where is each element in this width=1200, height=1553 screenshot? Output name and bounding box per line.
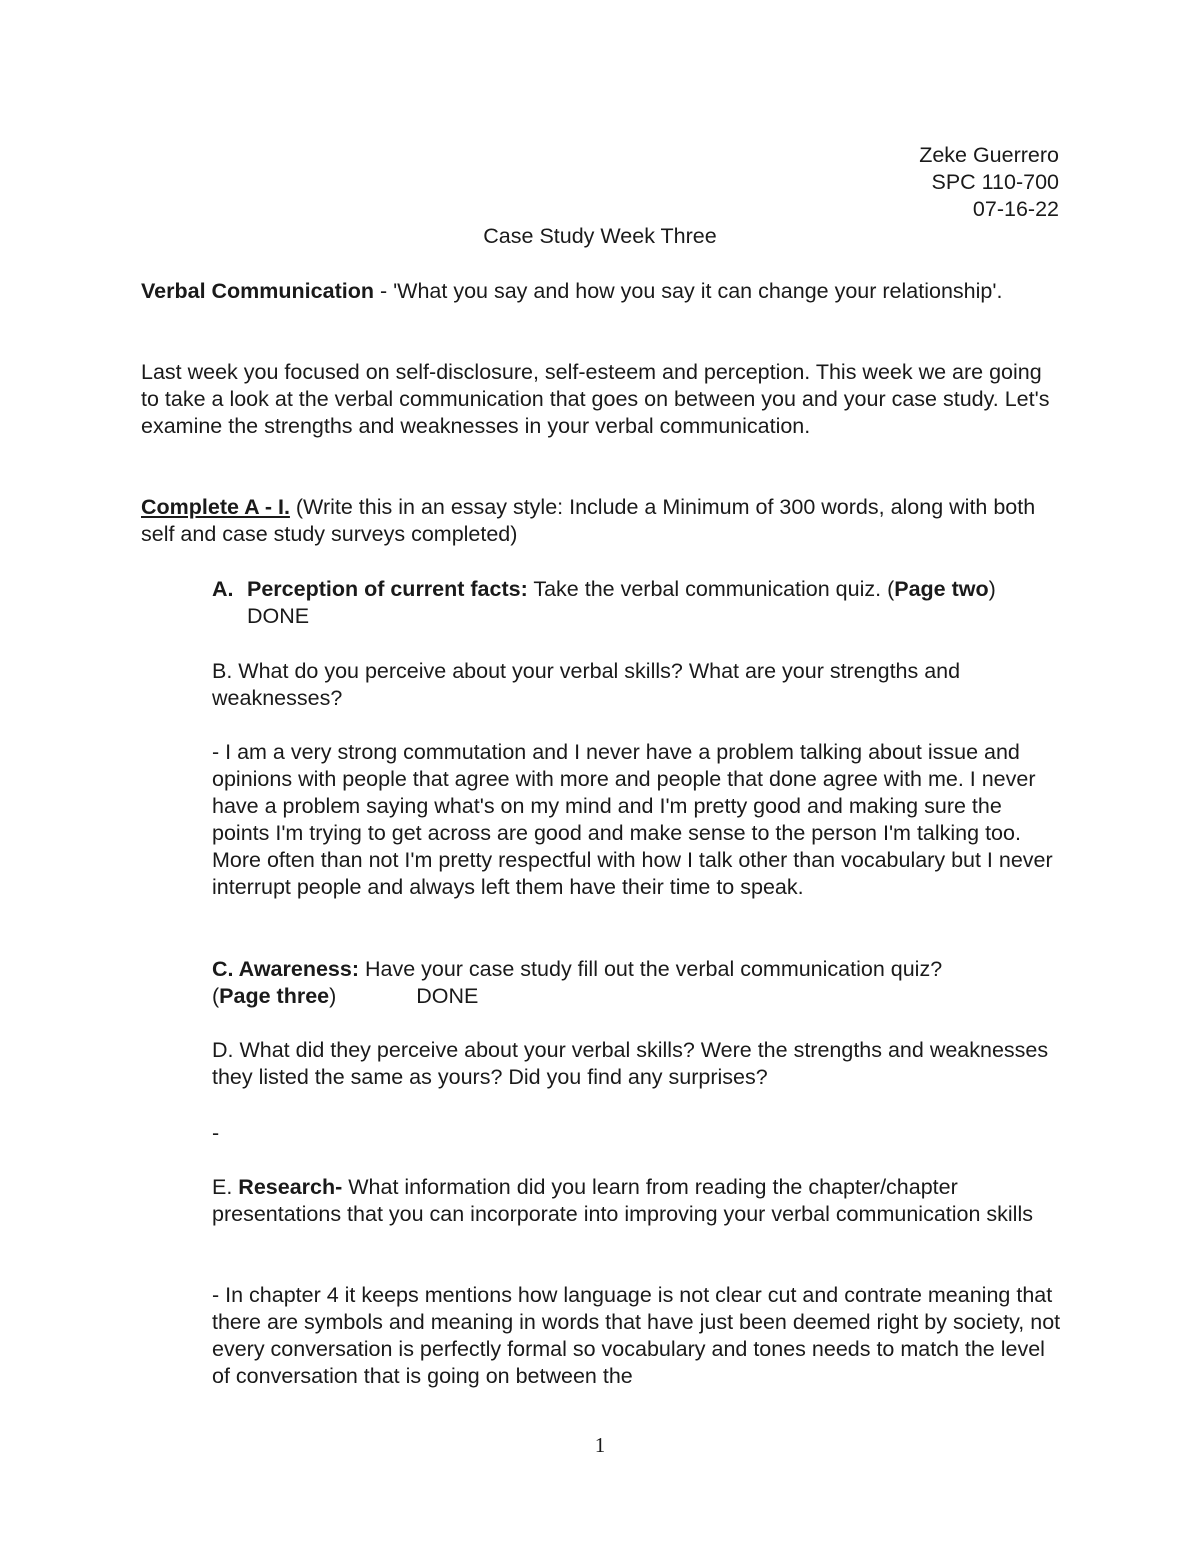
item-c-close: ) bbox=[329, 984, 337, 1008]
intro-paragraph bbox=[141, 278, 1061, 305]
author-name: Zeke Guerrero bbox=[919, 143, 1059, 167]
item-c-heading: C. Awareness: bbox=[212, 957, 359, 981]
course-code: SPC 110-700 bbox=[931, 170, 1059, 194]
item-b-answer: - I am a very strong commutation and I never have a problem talking about issue and opinions with people that agree with more and people that done agree with me. I never have a problem saying what's on my mind and I'm pretty good and making sure the points I'm trying to get across are good and make sense to the person I'm talking too. More often than not I'm pretty respectful with how I talk other than vocabulary but I never interrupt people and always left them have their time to speak. bbox=[212, 740, 1053, 899]
item-c-status: DONE bbox=[416, 984, 479, 1008]
item-a-label: A. bbox=[212, 577, 234, 601]
item-e-question bbox=[212, 1174, 1062, 1228]
paragraph-last-week: Last week you focused on self-disclosure, self-esteem and perception. This week we are going to take a look at the verbal communication that goes on between you and your case study. Let's examine the strengths and weaknesses in your verbal communication. bbox=[141, 360, 1050, 438]
document-title: Case Study Week Three bbox=[483, 224, 717, 248]
intro-text: - 'What you say and how you say it can change your relationship'. bbox=[373, 279, 1003, 303]
item-e-heading: Research- bbox=[238, 1175, 343, 1199]
item-b-question: B. What do you perceive about your verbal skills? What are your strengths and weaknesses? bbox=[212, 659, 961, 710]
item-a bbox=[247, 576, 1062, 630]
document-date: 07-16-22 bbox=[972, 197, 1059, 221]
item-a-heading: Perception of current facts: bbox=[247, 577, 528, 601]
complete-instructions bbox=[141, 494, 1061, 548]
item-a-page: Page two bbox=[894, 577, 989, 601]
item-c-open: ( bbox=[212, 984, 220, 1008]
item-c bbox=[212, 956, 1062, 1010]
intro-heading: Verbal Communication bbox=[141, 279, 374, 303]
complete-text: (Write this in an essay style: Include a Minimum of 300 words, along with both self and case study surveys completed) bbox=[141, 495, 1036, 546]
item-e-prefix: E. bbox=[212, 1175, 239, 1199]
item-a-close: ) bbox=[988, 577, 996, 601]
page-number: 1 bbox=[594, 1433, 606, 1457]
item-e-answer: - In chapter 4 it keeps mentions how language is not clear cut and contrate meaning that there are symbols and meaning in words that have just been deemed right by society, not every conversation is perfectly formal so vocabulary and tones needs to match the level of conversation that is going on between the bbox=[212, 1283, 1061, 1388]
item-c-page: Page three bbox=[219, 984, 330, 1008]
item-a-text: Take the verbal communication quiz. ( bbox=[527, 577, 895, 601]
item-c-text: Have your case study fill out the verbal communication quiz? bbox=[358, 957, 943, 981]
complete-heading: Complete A - I. bbox=[141, 495, 290, 519]
item-d-question: D. What did they perceive about your verbal skills? Were the strengths and weaknesses they listed the same as yours? Did you find any surprises? bbox=[212, 1038, 1049, 1089]
item-a-status: DONE bbox=[247, 604, 310, 628]
item-d-answer: - bbox=[212, 1121, 220, 1145]
item-e-text: What information did you learn from reading the chapter/chapter presentations that you can incorporate into improving your verbal communication skills bbox=[212, 1175, 1033, 1226]
